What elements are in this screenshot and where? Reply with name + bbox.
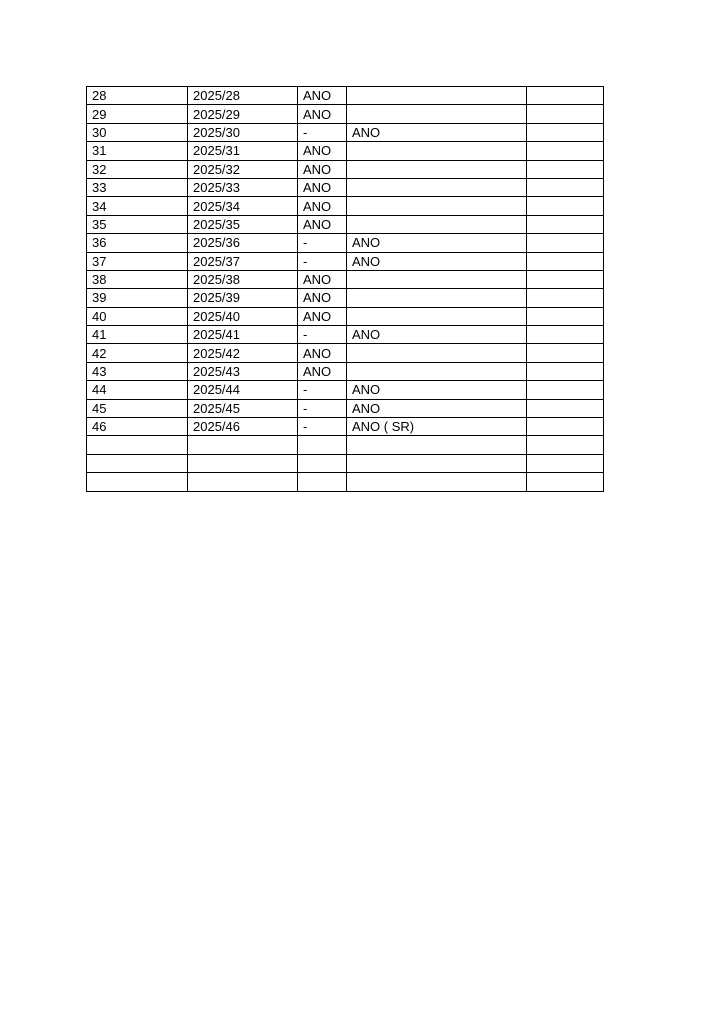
table-row xyxy=(87,418,604,436)
column-4-cell: ANO ( SR) xyxy=(347,418,527,436)
column-5-cell xyxy=(527,381,604,399)
reference-cell: 2025/42 xyxy=(188,344,298,362)
column-5-cell xyxy=(527,362,604,380)
column-3-cell xyxy=(298,473,347,491)
column-3-cell: ANO xyxy=(298,178,347,196)
column-4-cell xyxy=(347,178,527,196)
column-4-cell xyxy=(347,307,527,325)
number-cell: 32 xyxy=(87,160,188,178)
number-cell xyxy=(87,473,188,491)
reference-cell: 2025/33 xyxy=(188,178,298,196)
column-5-cell xyxy=(527,142,604,160)
column-3-cell: ANO xyxy=(298,142,347,160)
column-3-cell: ANO xyxy=(298,344,347,362)
column-3-cell: - xyxy=(298,123,347,141)
column-3-cell: - xyxy=(298,399,347,417)
column-3-cell: - xyxy=(298,252,347,270)
reference-cell: 2025/45 xyxy=(188,399,298,417)
column-4-cell xyxy=(347,289,527,307)
column-4-cell: ANO xyxy=(347,252,527,270)
column-4-cell xyxy=(347,105,527,123)
column-3-cell: - xyxy=(298,326,347,344)
table-row xyxy=(87,473,604,491)
table-row xyxy=(87,436,604,454)
table-row xyxy=(87,289,604,307)
table-row xyxy=(87,197,604,215)
column-5-cell xyxy=(527,234,604,252)
column-3-cell: ANO xyxy=(298,270,347,288)
table-row xyxy=(87,381,604,399)
table-row xyxy=(87,344,604,362)
number-cell: 42 xyxy=(87,344,188,362)
column-5-cell xyxy=(527,454,604,472)
column-5-cell xyxy=(527,270,604,288)
number-cell: 45 xyxy=(87,399,188,417)
data-table xyxy=(86,86,604,492)
column-3-cell: ANO xyxy=(298,105,347,123)
column-4-cell: ANO xyxy=(347,326,527,344)
column-4-cell xyxy=(347,270,527,288)
table-row xyxy=(87,252,604,270)
column-5-cell xyxy=(527,87,604,105)
reference-cell: 2025/32 xyxy=(188,160,298,178)
reference-cell: 2025/34 xyxy=(188,197,298,215)
column-5-cell xyxy=(527,344,604,362)
column-5-cell xyxy=(527,197,604,215)
column-5-cell xyxy=(527,399,604,417)
number-cell: 30 xyxy=(87,123,188,141)
reference-cell xyxy=(188,436,298,454)
column-5-cell xyxy=(527,178,604,196)
column-4-cell xyxy=(347,454,527,472)
table-row xyxy=(87,105,604,123)
table-row xyxy=(87,307,604,325)
table-row xyxy=(87,178,604,196)
column-5-cell xyxy=(527,215,604,233)
reference-cell: 2025/30 xyxy=(188,123,298,141)
column-3-cell: - xyxy=(298,234,347,252)
table-row xyxy=(87,160,604,178)
table-row xyxy=(87,123,604,141)
table-row xyxy=(87,215,604,233)
reference-cell: 2025/28 xyxy=(188,87,298,105)
column-3-cell: ANO xyxy=(298,160,347,178)
column-5-cell xyxy=(527,307,604,325)
column-5-cell xyxy=(527,436,604,454)
number-cell xyxy=(87,436,188,454)
number-cell: 44 xyxy=(87,381,188,399)
number-cell: 31 xyxy=(87,142,188,160)
column-3-cell xyxy=(298,436,347,454)
reference-cell: 2025/31 xyxy=(188,142,298,160)
column-4-cell xyxy=(347,87,527,105)
table-row xyxy=(87,234,604,252)
reference-cell xyxy=(188,454,298,472)
table-row xyxy=(87,142,604,160)
reference-cell: 2025/44 xyxy=(188,381,298,399)
reference-cell: 2025/41 xyxy=(188,326,298,344)
column-5-cell xyxy=(527,418,604,436)
number-cell: 40 xyxy=(87,307,188,325)
column-4-cell xyxy=(347,215,527,233)
column-3-cell: ANO xyxy=(298,87,347,105)
column-4-cell: ANO xyxy=(347,399,527,417)
reference-cell: 2025/29 xyxy=(188,105,298,123)
column-4-cell xyxy=(347,362,527,380)
number-cell: 36 xyxy=(87,234,188,252)
column-4-cell xyxy=(347,142,527,160)
number-cell: 34 xyxy=(87,197,188,215)
column-5-cell xyxy=(527,105,604,123)
number-cell: 43 xyxy=(87,362,188,380)
column-5-cell xyxy=(527,160,604,178)
column-3-cell: - xyxy=(298,418,347,436)
number-cell: 39 xyxy=(87,289,188,307)
column-4-cell: ANO xyxy=(347,381,527,399)
table-row xyxy=(87,454,604,472)
reference-cell: 2025/38 xyxy=(188,270,298,288)
number-cell: 28 xyxy=(87,87,188,105)
column-4-cell: ANO xyxy=(347,123,527,141)
reference-cell: 2025/43 xyxy=(188,362,298,380)
table-row xyxy=(87,270,604,288)
column-4-cell xyxy=(347,344,527,362)
column-4-cell: ANO xyxy=(347,234,527,252)
column-3-cell: ANO xyxy=(298,307,347,325)
reference-cell: 2025/39 xyxy=(188,289,298,307)
column-3-cell xyxy=(298,454,347,472)
column-3-cell: ANO xyxy=(298,289,347,307)
reference-cell: 2025/35 xyxy=(188,215,298,233)
number-cell: 38 xyxy=(87,270,188,288)
column-4-cell xyxy=(347,160,527,178)
column-5-cell xyxy=(527,473,604,491)
table-row xyxy=(87,362,604,380)
reference-cell: 2025/36 xyxy=(188,234,298,252)
reference-cell: 2025/37 xyxy=(188,252,298,270)
number-cell: 33 xyxy=(87,178,188,196)
column-4-cell xyxy=(347,197,527,215)
table-row xyxy=(87,326,604,344)
column-3-cell: - xyxy=(298,381,347,399)
reference-cell: 2025/46 xyxy=(188,418,298,436)
column-5-cell xyxy=(527,123,604,141)
reference-cell xyxy=(188,473,298,491)
table-body xyxy=(87,87,604,492)
column-5-cell xyxy=(527,289,604,307)
number-cell: 46 xyxy=(87,418,188,436)
table-row xyxy=(87,87,604,105)
reference-cell: 2025/40 xyxy=(188,307,298,325)
column-3-cell: ANO xyxy=(298,215,347,233)
number-cell: 41 xyxy=(87,326,188,344)
column-4-cell xyxy=(347,473,527,491)
number-cell: 37 xyxy=(87,252,188,270)
table-row xyxy=(87,399,604,417)
column-5-cell xyxy=(527,326,604,344)
column-3-cell: ANO xyxy=(298,197,347,215)
number-cell: 29 xyxy=(87,105,188,123)
column-5-cell xyxy=(527,252,604,270)
number-cell xyxy=(87,454,188,472)
number-cell: 35 xyxy=(87,215,188,233)
column-3-cell: ANO xyxy=(298,362,347,380)
column-4-cell xyxy=(347,436,527,454)
